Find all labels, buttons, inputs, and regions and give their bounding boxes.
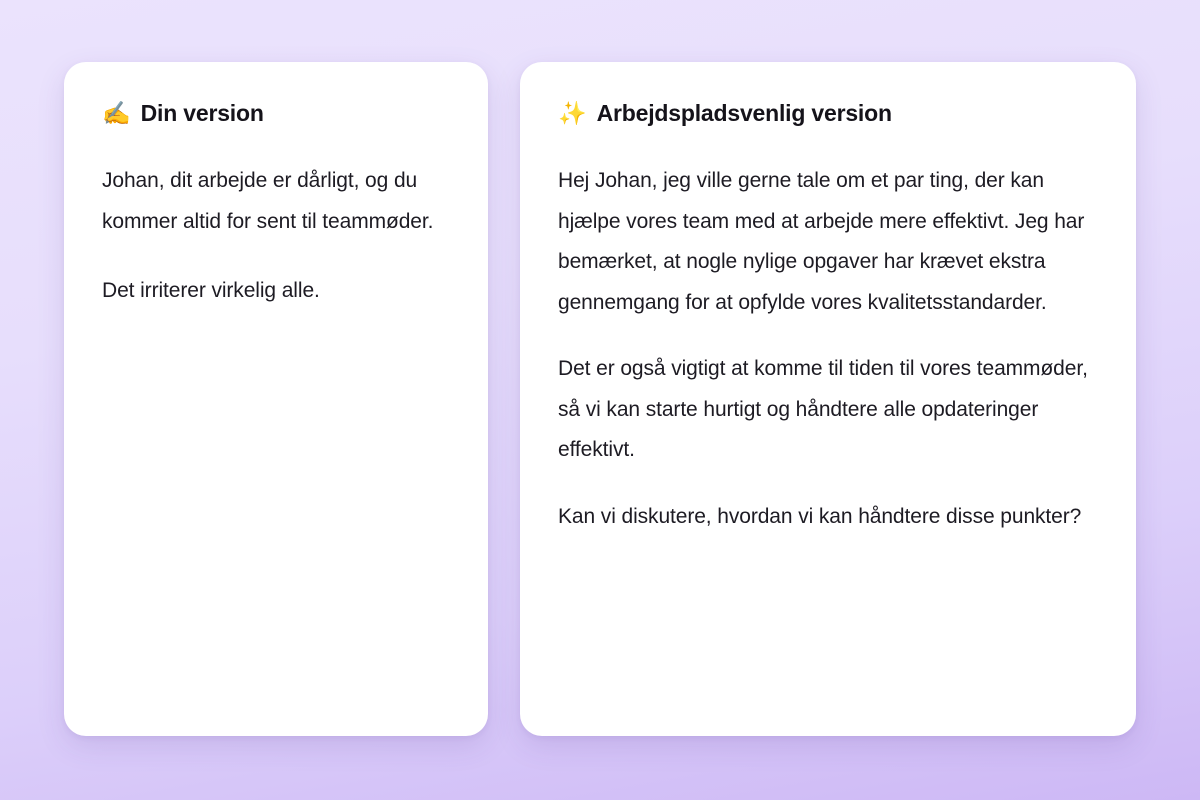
- rewritten-paragraph-3: Kan vi diskutere, hvordan vi kan håndtere disse punkter?: [558, 504, 1082, 528]
- sparkles-icon: ✨: [558, 100, 587, 126]
- original-paragraph-2: Det irriterer virkelig alle.: [102, 278, 320, 302]
- rewritten-version-header: [558, 100, 1098, 127]
- original-version-card: [64, 62, 488, 736]
- original-version-header: [102, 100, 450, 127]
- rewritten-paragraph-1: Hej Johan, jeg ville gerne tale om et par ting, der kan hjælpe vores team med at arbejde mere effektivt. Jeg har bemærket, at nogle nylige opgaver har krævet ekstra gennemgang for at opfylde vores kvalitetsstandarder.: [558, 169, 1085, 314]
- original-paragraph-1: Johan, dit arbejde er dårligt, og du kommer altid for sent til teammøder.: [102, 169, 434, 233]
- original-version-title: Din version: [140, 100, 264, 126]
- rewritten-version-title: Arbejdspladsvenlig version: [596, 100, 892, 126]
- writing-hand-icon: ✍️: [102, 100, 131, 126]
- rewritten-version-card: [520, 62, 1136, 736]
- rewritten-paragraph-2: Det er også vigtigt at komme til tiden til vores teammøder, så vi kan starte hurtigt og håndtere alle opdateringer effektivt.: [558, 357, 1088, 462]
